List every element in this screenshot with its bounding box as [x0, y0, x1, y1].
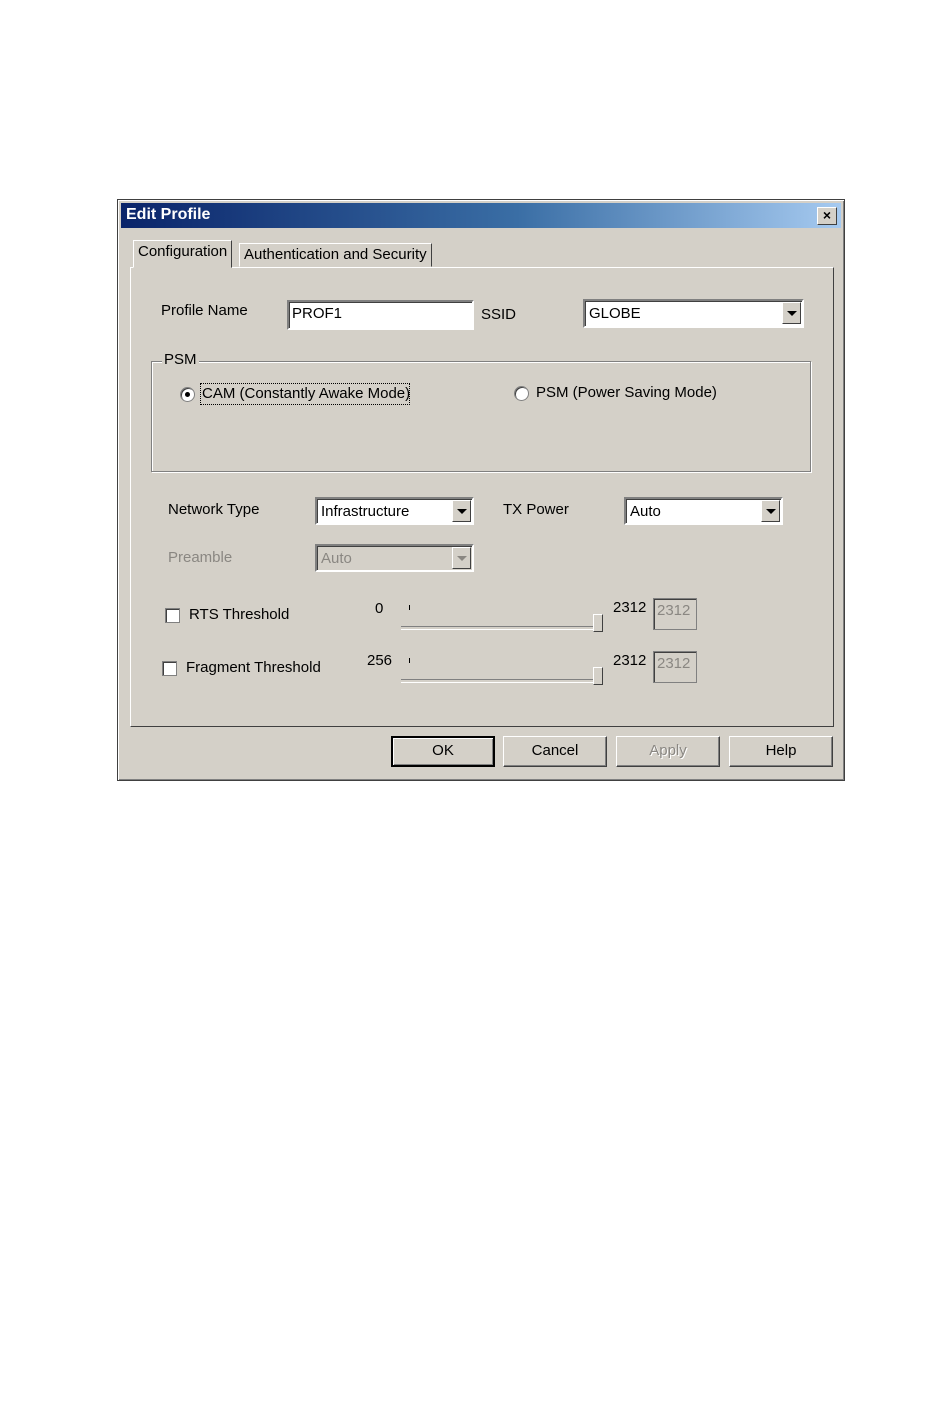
tab-authentication-security[interactable] [239, 243, 432, 267]
rts-slider-track[interactable] [401, 626, 601, 630]
preamble-label: Preamble [168, 549, 233, 566]
tab-configuration-label: Configuration [138, 243, 228, 260]
ok-button[interactable]: OK [391, 736, 495, 767]
tx-power-combo[interactable] [624, 497, 783, 525]
chevron-down-icon [452, 547, 471, 569]
tab-configuration[interactable] [133, 240, 232, 268]
psm-group [151, 351, 811, 472]
ssid-combo[interactable] [583, 299, 804, 328]
window-title: Edit Profile [126, 206, 211, 223]
cam-radio-label[interactable]: CAM (Constantly Awake Mode) [202, 385, 411, 402]
title-bar[interactable] [121, 203, 841, 228]
ssid-value: GLOBE [589, 305, 641, 322]
chevron-down-icon[interactable] [782, 302, 801, 324]
rts-value-field: 2312 [653, 598, 697, 630]
tab-authentication-security-label: Authentication and Security [244, 246, 427, 263]
psm-radio-label[interactable]: PSM (Power Saving Mode) [536, 384, 717, 401]
network-type-combo[interactable] [315, 497, 474, 525]
fragment-slider-thumb[interactable] [593, 667, 603, 685]
network-type-value: Infrastructure [321, 503, 410, 520]
tx-power-label: TX Power [503, 501, 569, 518]
fragment-threshold-checkbox[interactable] [162, 661, 177, 676]
chevron-down-icon[interactable] [761, 500, 780, 522]
tx-power-value: Auto [630, 503, 661, 520]
chevron-down-icon[interactable] [452, 500, 471, 522]
rts-slider-thumb[interactable] [593, 614, 603, 632]
configuration-panel [130, 267, 834, 727]
fragment-slider-track[interactable] [401, 679, 601, 683]
cancel-button[interactable]: Cancel [503, 736, 607, 767]
psm-radio[interactable] [514, 386, 529, 401]
cam-radio[interactable] [180, 387, 195, 402]
profile-name-input[interactable]: PROF1 [287, 300, 474, 330]
network-type-label: Network Type [168, 501, 260, 518]
fragment-threshold-label[interactable]: Fragment Threshold [186, 659, 321, 676]
preamble-combo [315, 544, 474, 572]
slider-tick [409, 658, 410, 663]
rts-min-label: 0 [375, 600, 384, 617]
preamble-value: Auto [321, 550, 352, 567]
rts-threshold-label[interactable]: RTS Threshold [189, 606, 290, 623]
close-button[interactable] [817, 207, 837, 225]
psm-group-label: PSM [164, 351, 197, 368]
slider-tick [409, 605, 410, 610]
edit-profile-dialog [117, 199, 845, 781]
fragment-max-label: 2312 [613, 652, 647, 669]
fragment-min-label: 256 [367, 652, 393, 669]
profile-name-label: Profile Name [161, 302, 248, 319]
help-button[interactable]: Help [729, 736, 833, 767]
apply-button: Apply [616, 736, 720, 767]
close-icon: × [822, 207, 832, 223]
fragment-value-field: 2312 [653, 651, 697, 683]
rts-threshold-checkbox[interactable] [165, 608, 180, 623]
ssid-label: SSID [481, 306, 517, 323]
rts-max-label: 2312 [613, 599, 647, 616]
